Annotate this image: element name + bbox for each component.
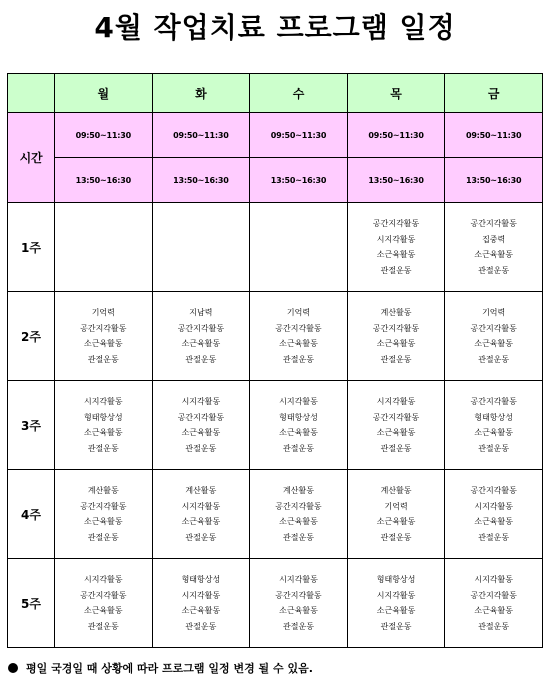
activity-item: 관절운동 — [380, 532, 412, 542]
activity-item: 관절운동 — [380, 443, 412, 453]
time-row-morning — [8, 113, 543, 158]
day-header-thu: 목 — [347, 74, 445, 113]
activity-item: 관절운동 — [185, 443, 217, 453]
activity-item: 기억력 — [384, 501, 408, 511]
activity-item: 소근육활동 — [181, 606, 221, 615]
activity-item: 소근육활동 — [181, 428, 221, 437]
activity-item: 계산활동 — [185, 486, 217, 495]
day-header-tue: 화 — [152, 74, 250, 113]
activity-item: 시지각활동 — [181, 397, 221, 406]
activity-item: 기억력 — [91, 308, 115, 317]
activity-item: 집중력 — [482, 234, 506, 244]
schedule-cell — [445, 203, 543, 292]
activity-item: 소근육활동 — [181, 517, 221, 526]
activity-item: 관절운동 — [283, 532, 314, 542]
time-slot: 13:50~16:30 — [55, 158, 153, 203]
activity-item: 소근육활동 — [181, 339, 221, 348]
day-header-fri: 금 — [445, 74, 543, 113]
activity-item: 관절운동 — [380, 265, 412, 275]
activity-item: 시지각활동 — [279, 575, 318, 584]
footnote — [8, 660, 313, 676]
activity-item: 관절운동 — [87, 443, 119, 453]
activity-item: 소근육활동 — [376, 517, 416, 526]
week-label: 3주 — [8, 381, 55, 470]
activity-item: 소근육활동 — [279, 517, 318, 526]
schedule-cell — [445, 470, 543, 559]
activity-item: 소근육활동 — [474, 339, 513, 348]
header-row — [8, 74, 543, 113]
activity-item: 지남력 — [189, 308, 213, 317]
activity-item: 소근육활동 — [279, 339, 318, 348]
activity-item: 시지각활동 — [376, 590, 416, 600]
time-slot: 13:50~16:30 — [347, 158, 445, 203]
time-slot: 13:50~16:30 — [152, 158, 250, 203]
page-title: 4월 작업치료 프로그램 일정 — [94, 11, 456, 44]
schedule-cell — [445, 381, 543, 470]
activity-item: 기억력 — [286, 308, 311, 317]
activity-item: 공간지각활동 — [372, 412, 420, 422]
bullet-icon — [8, 663, 18, 673]
activity-item: 소근육활동 — [83, 339, 123, 348]
week-label: 2주 — [8, 292, 55, 381]
activity-item: 소근육활동 — [376, 428, 416, 437]
corner-cell — [8, 74, 55, 113]
activity-item: 계산활동 — [380, 486, 412, 495]
time-slot: 13:50~16:30 — [445, 158, 543, 203]
activity-item: 형태항상성 — [279, 412, 318, 422]
activity-item: 관절운동 — [380, 621, 412, 631]
activity-item: 공간지각활동 — [275, 323, 322, 333]
activity-item: 공간지각활동 — [80, 590, 127, 600]
time-slot: 13:50~16:30 — [250, 158, 348, 203]
activity-item: 소근육활동 — [376, 250, 416, 259]
activity-item: 소근육활동 — [83, 517, 123, 526]
time-label: 시간 — [8, 113, 55, 203]
schedule-cell — [55, 381, 153, 470]
activity-item: 시지각활동 — [474, 575, 513, 584]
schedule-cell — [250, 559, 348, 648]
activity-item: 소근육활동 — [376, 606, 416, 615]
schedule-cell — [152, 381, 250, 470]
week-label: 5주 — [8, 559, 55, 648]
schedule-cell — [55, 292, 153, 381]
activity-item: 시지각활동 — [83, 575, 123, 584]
time-slot: 09:50~11:30 — [55, 113, 153, 158]
schedule-cell — [347, 381, 445, 470]
activity-item: 계산활동 — [380, 308, 412, 317]
activity-item: 공간지각활동 — [470, 590, 517, 600]
schedule-cell — [152, 292, 250, 381]
activity-item: 관절운동 — [87, 621, 119, 631]
activity-item: 소근육활동 — [279, 606, 318, 615]
activity-item: 시지각활동 — [181, 590, 221, 600]
schedule-cell — [152, 203, 250, 292]
activity-item: 공간지각활동 — [80, 501, 127, 511]
activity-item: 관절운동 — [478, 354, 510, 364]
schedule-cell — [347, 470, 445, 559]
activity-item: 형태항상성 — [474, 412, 513, 422]
activity-item: 공간지각활동 — [275, 501, 322, 511]
time-slot: 09:50~11:30 — [347, 113, 445, 158]
week-label: 1주 — [8, 203, 55, 292]
activity-item: 소근육활동 — [83, 428, 123, 437]
activity-item: 시지각활동 — [474, 501, 513, 511]
activity-item: 소근육활동 — [474, 606, 513, 615]
activity-item: 시지각활동 — [83, 397, 123, 406]
activity-item: 관절운동 — [283, 621, 314, 631]
schedule-table — [7, 73, 543, 648]
activity-item: 관절운동 — [185, 621, 217, 631]
time-slot: 09:50~11:30 — [250, 113, 348, 158]
footnote-text: 평일 국경일 때 상황에 따라 프로그램 일정 변경 될 수 있음. — [26, 662, 313, 675]
time-slot: 09:50~11:30 — [152, 113, 250, 158]
activity-item: 시지각활동 — [376, 397, 416, 406]
activity-item: 공간지각활동 — [372, 219, 420, 228]
activity-item: 소근육활동 — [474, 517, 513, 526]
activity-item: 공간지각활동 — [80, 323, 127, 333]
activity-item: 공간지각활동 — [470, 323, 517, 333]
activity-item: 공간지각활동 — [470, 219, 517, 228]
activity-item: 공간지각활동 — [372, 323, 420, 333]
activity-item: 관절운동 — [87, 354, 119, 364]
schedule-cell — [445, 559, 543, 648]
activity-item: 계산활동 — [87, 486, 119, 495]
activity-item: 관절운동 — [478, 443, 510, 453]
activity-item: 관절운동 — [283, 354, 314, 364]
activity-item: 공간지각활동 — [177, 412, 225, 422]
activity-item: 소근육활동 — [474, 428, 513, 437]
week-row — [8, 470, 543, 559]
activity-item: 공간지각활동 — [470, 486, 517, 495]
activity-item: 공간지각활동 — [177, 323, 225, 333]
activity-item: 관절운동 — [185, 354, 217, 364]
activity-item: 기억력 — [482, 308, 506, 317]
schedule-cell — [152, 470, 250, 559]
activity-item: 형태항상성 — [181, 575, 221, 584]
week-row — [8, 559, 543, 648]
schedule-cell — [55, 559, 153, 648]
activity-item: 소근육활동 — [279, 428, 318, 437]
day-header-wed: 수 — [250, 74, 348, 113]
activity-item: 시지각활동 — [181, 501, 221, 511]
schedule-cell — [55, 203, 153, 292]
week-row — [8, 381, 543, 470]
activity-item: 관절운동 — [478, 621, 510, 631]
activity-item: 공간지각활동 — [470, 397, 517, 406]
activity-item: 형태항상성 — [83, 412, 123, 422]
activity-item: 계산활동 — [283, 486, 314, 495]
schedule-cell — [445, 292, 543, 381]
schedule-cell — [347, 292, 445, 381]
week-row — [8, 203, 543, 292]
schedule-cell — [250, 381, 348, 470]
schedule-cell — [55, 470, 153, 559]
schedule-cell — [152, 559, 250, 648]
activity-item: 소근육활동 — [376, 339, 416, 348]
activity-item: 공간지각활동 — [275, 590, 322, 600]
week-label: 4주 — [8, 470, 55, 559]
time-slot: 09:50~11:30 — [445, 113, 543, 158]
activity-item: 시지각활동 — [279, 397, 318, 406]
activity-item: 시지각활동 — [376, 234, 416, 244]
week-row — [8, 292, 543, 381]
activity-item: 형태항상성 — [376, 575, 416, 584]
activity-item: 관절운동 — [478, 265, 510, 275]
activity-item: 관절운동 — [478, 532, 510, 542]
schedule-cell — [250, 470, 348, 559]
schedule-cell — [250, 292, 348, 381]
schedule-cell — [347, 559, 445, 648]
activity-item: 관절운동 — [87, 532, 119, 542]
schedule-cell — [347, 203, 445, 292]
day-header-mon: 월 — [55, 74, 153, 113]
activity-item: 관절운동 — [185, 532, 217, 542]
activity-item: 관절운동 — [380, 354, 412, 364]
activity-item: 소근육활동 — [83, 606, 123, 615]
schedule-cell — [250, 203, 348, 292]
activity-item: 소근육활동 — [474, 250, 513, 259]
time-row-afternoon — [8, 158, 543, 203]
activity-item: 관절운동 — [283, 443, 314, 453]
